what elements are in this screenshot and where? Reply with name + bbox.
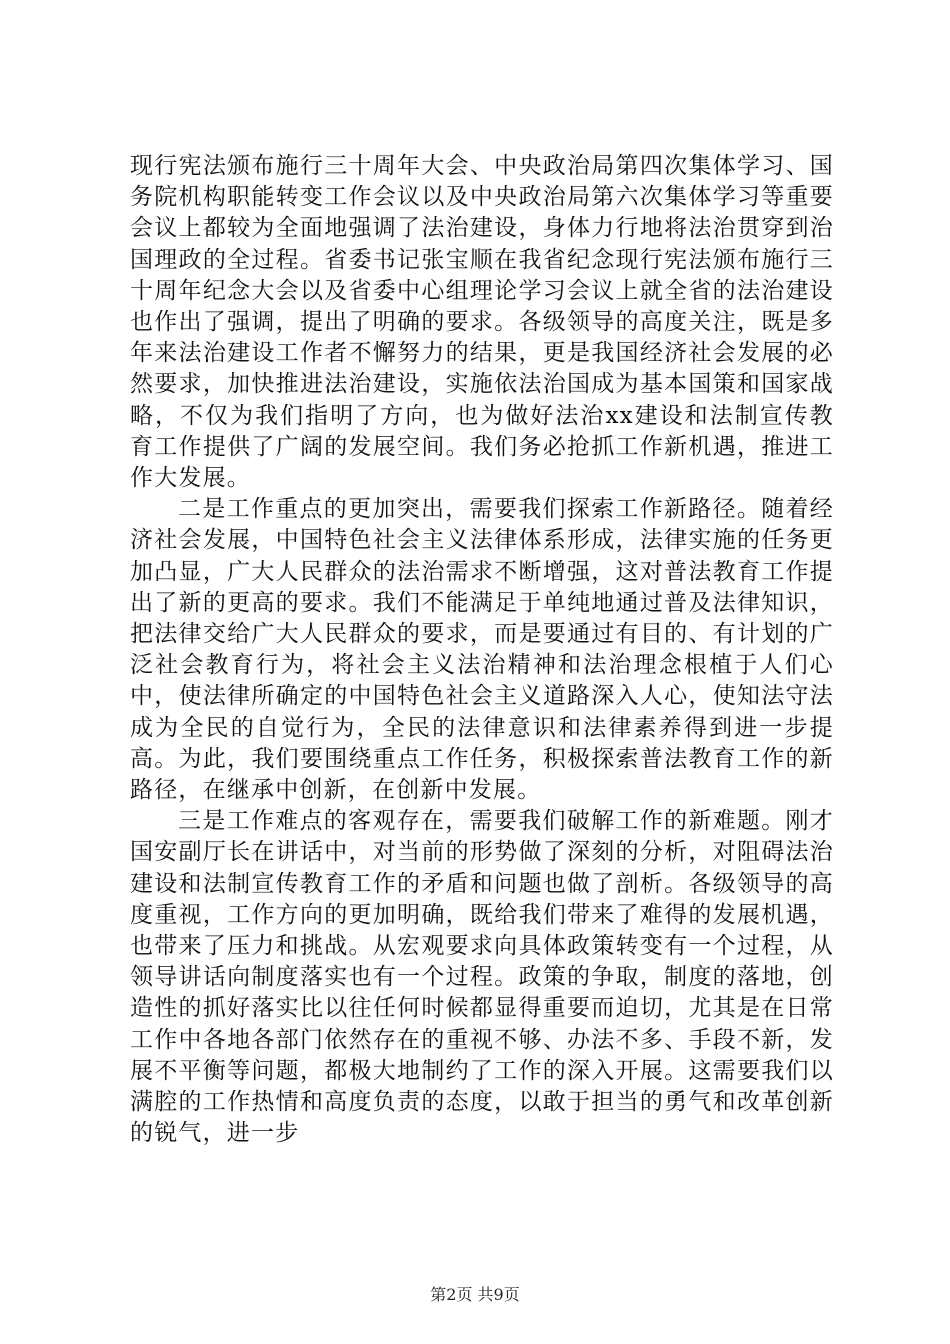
document-body xyxy=(130,151,834,1150)
paragraph-2: 二是工作重点的更加突出，需要我们探索工作新路径。随着经济社会发展，中国特色社会主义法律体系形成，法律实施的任务更加凸显，广大人民群众的法治需求不断增强，这对普法教育工作提出了新的更高的要求。我们不能满足于单纯地通过普及法律知识，把法律交给广大人民群众的要求，而是要通过有目的、有计划的广泛社会教育行为，将社会主义法治精神和法治理念根植于人们心中，使法律所确定的中国特色社会主义道路深入人心，使知法守法成为全民的自觉行为，全民的法律意识和法律素养得到进一步提高。为此，我们要围绕重点工作任务，积极探索普法教育工作的新路径，在继承中创新，在创新中发展。 xyxy=(130,496,834,804)
paragraph-1: 现行宪法颁布施行三十周年大会、中央政治局第四次集体学习、国务院机构职能转变工作会议以及中央政治局第六次集体学习等重要会议上都较为全面地强调了法治建设，身体力行地将法治贯穿到治国理政的全过程。省委书记张宝顺在我省纪念现行宪法颁布施行三十周年纪念大会以及省委中心组理论学习会议上就全省的法治建设也作出了强调，提出了明确的要求。各级领导的高度关注，既是多年来法治建设工作者不懈努力的结果，更是我国经济社会发展的必然要求，加快推进法治建设，实施依法治国成为基本国策和国家战略，不仅为我们指明了方向，也为做好法治xx建设和法制宣传教育工作提供了广阔的发展空间。我们务必抢抓工作新机遇，推进工作大发展。 xyxy=(130,153,834,492)
paragraph-3: 三是工作难点的客观存在，需要我们破解工作的新难题。刚才国安副厅长在讲话中，对当前的形势做了深刻的分析，对阻碍法治建设和法制宣传教育工作的矛盾和问题也做了剖析。各级领导的高度重视，工作方向的更加明确，既给我们带来了难得的发展机遇，也带来了压力和挑战。从宏观要求向具体政策转变有一个过程，从领导讲话向制度落实也有一个过程。政策的争取，制度的落地，创造性的抓好落实比以往任何时候都显得重要而迫切，尤其是在日常工作中各地各部门依然存在的重视不够、办法不多、手段不新，发展不平衡等问题，都极大地制约了工作的深入开展。这需要我们以满腔的工作热情和高度负责的态度，以敢于担当的勇气和改革创新的锐气，进一步 xyxy=(130,808,834,1147)
page-footer: 第2页 共9页 xyxy=(430,1285,520,1304)
